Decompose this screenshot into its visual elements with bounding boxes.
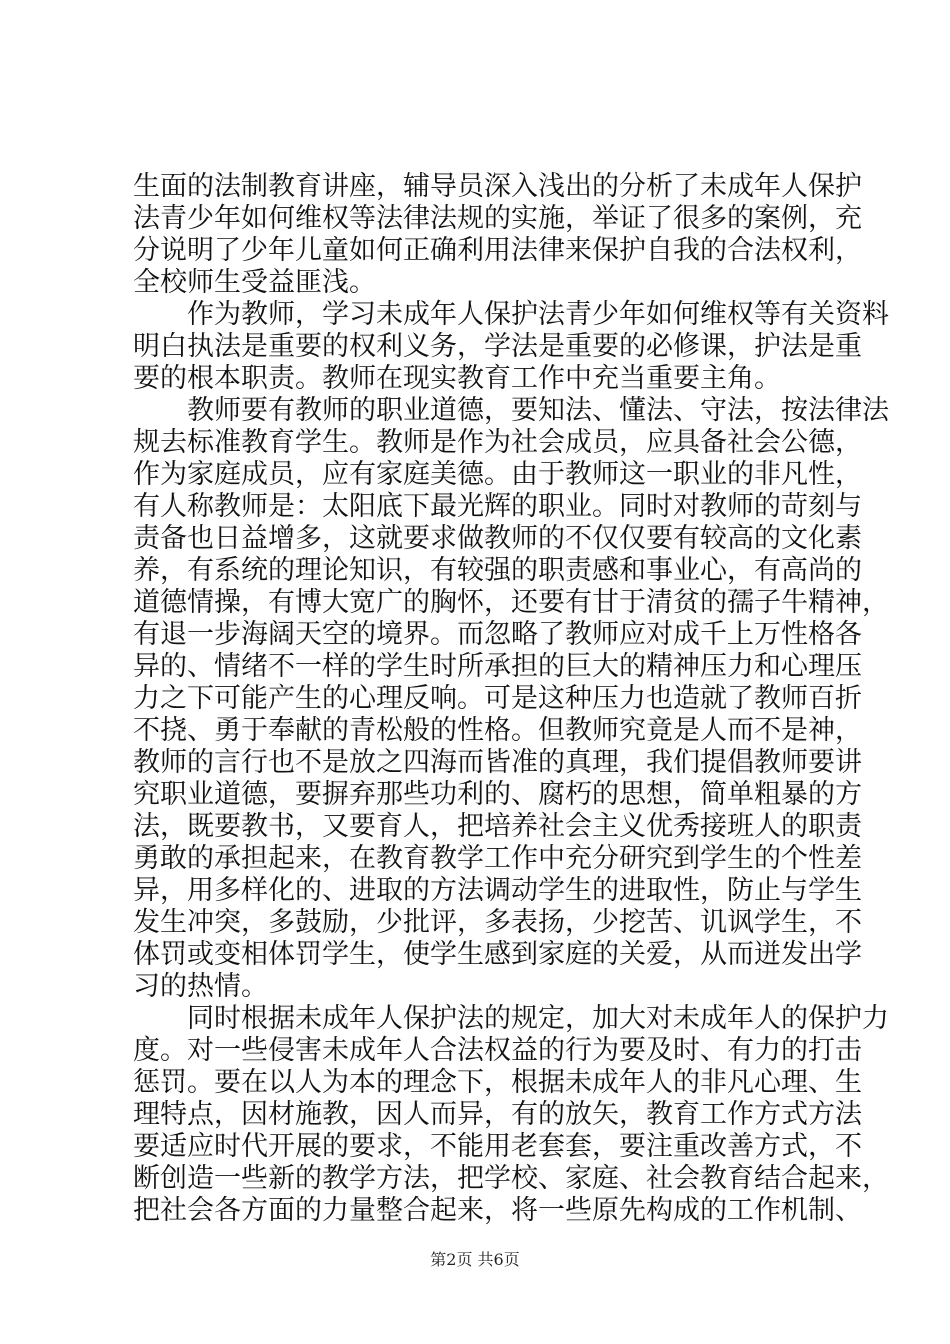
text-line: 有人称教师是：太阳底下最光辉的职业。同时对教师的苛刻与 [133, 491, 862, 522]
text-line: 勇敢的承担起来，在教育教学工作中充分研究到学生的个性差 [133, 843, 862, 874]
text-line: 作为教师，学习未成年人保护法青少年如何维权等有关资料 [187, 299, 889, 330]
text-line: 有退一步海阔天空的境界。而忽略了教师应对成千上万性格各 [133, 619, 862, 650]
text-line: 习的热情。 [133, 971, 268, 1002]
text-line: 力之下可能产生的心理反响。可是这种压力也造就了教师百折 [133, 683, 862, 714]
text-line: 责备也日益增多，这就要求做教师的不仅仅要有较高的文化素 [133, 523, 862, 554]
text-line: 作为家庭成员，应有家庭美德。由于教师这一职业的非凡性， [133, 459, 862, 490]
text-line: 体罚或变相体罚学生，使学生感到家庭的关爱，从而迸发出学 [133, 939, 862, 970]
text-line: 把社会各方面的力量整合起来，将一些原先构成的工作机制、 [133, 1195, 862, 1226]
text-line: 养，有系统的理论知识，有较强的职责感和事业心，有高尚的 [133, 555, 862, 586]
text-line: 同时根据未成年人保护法的规定，加大对未成年人的保护力 [187, 1003, 889, 1034]
text-line: 生面的法制教育讲座，辅导员深入浅出的分析了未成年人保护 [133, 171, 862, 202]
text-line: 教师的言行也不是放之四海而皆准的真理，我们提倡教师要讲 [133, 747, 862, 778]
text-line: 分说明了少年儿童如何正确利用法律来保护自我的合法权利， [133, 235, 862, 266]
text-line: 法，既要教书，又要育人，把培养社会主义优秀接班人的职责 [133, 811, 862, 842]
text-line: 发生冲突，多鼓励，少批评，多表扬，少挖苦、讥讽学生，不 [133, 907, 862, 938]
text-line: 教师要有教师的职业道德，要知法、懂法、守法，按法律法 [187, 395, 889, 426]
page-footer [0, 1250, 950, 1270]
text-line: 法青少年如何维权等法律法规的实施，举证了很多的案例，充 [133, 203, 862, 234]
text-line: 要的根本职责。教师在现实教育工作中充当重要主角。 [133, 363, 781, 394]
document-body [133, 171, 889, 1227]
text-line: 异的、情绪不一样的学生时所承担的巨大的精神压力和心理压 [133, 651, 862, 682]
text-line: 异，用多样化的、进取的方法调动学生的进取性，防止与学生 [133, 875, 862, 906]
page-number: 第2页 共6页 [430, 1250, 520, 1269]
text-line: 惩罚。要在以人为本的理念下，根据未成年人的非凡心理、生 [133, 1067, 862, 1098]
text-line: 规去标准教育学生。教师是作为社会成员，应具备社会公德， [133, 427, 862, 458]
text-line: 全校师生受益匪浅。 [133, 267, 376, 298]
text-line: 理特点，因材施教，因人而异，有的放矢，教育工作方式方法 [133, 1099, 862, 1130]
text-line: 度。对一些侵害未成年人合法权益的行为要及时、有力的打击 [133, 1035, 862, 1066]
text-line: 要适应时代开展的要求，不能用老套套，要注重改善方式，不 [133, 1131, 862, 1162]
text-line: 道德情操，有博大宽广的胸怀，还要有甘于清贫的孺子牛精神， [133, 587, 889, 618]
text-line: 不挠、勇于奉献的青松般的性格。但教师究竟是人而不是神， [133, 715, 862, 746]
text-line: 明白执法是重要的权利义务，学法是重要的必修课，护法是重 [133, 331, 862, 362]
text-line: 断创造一些新的教学方法，把学校、家庭、社会教育结合起来， [133, 1163, 889, 1194]
text-line: 究职业道德，要摒弃那些功利的、腐朽的思想，简单粗暴的方 [133, 779, 862, 810]
